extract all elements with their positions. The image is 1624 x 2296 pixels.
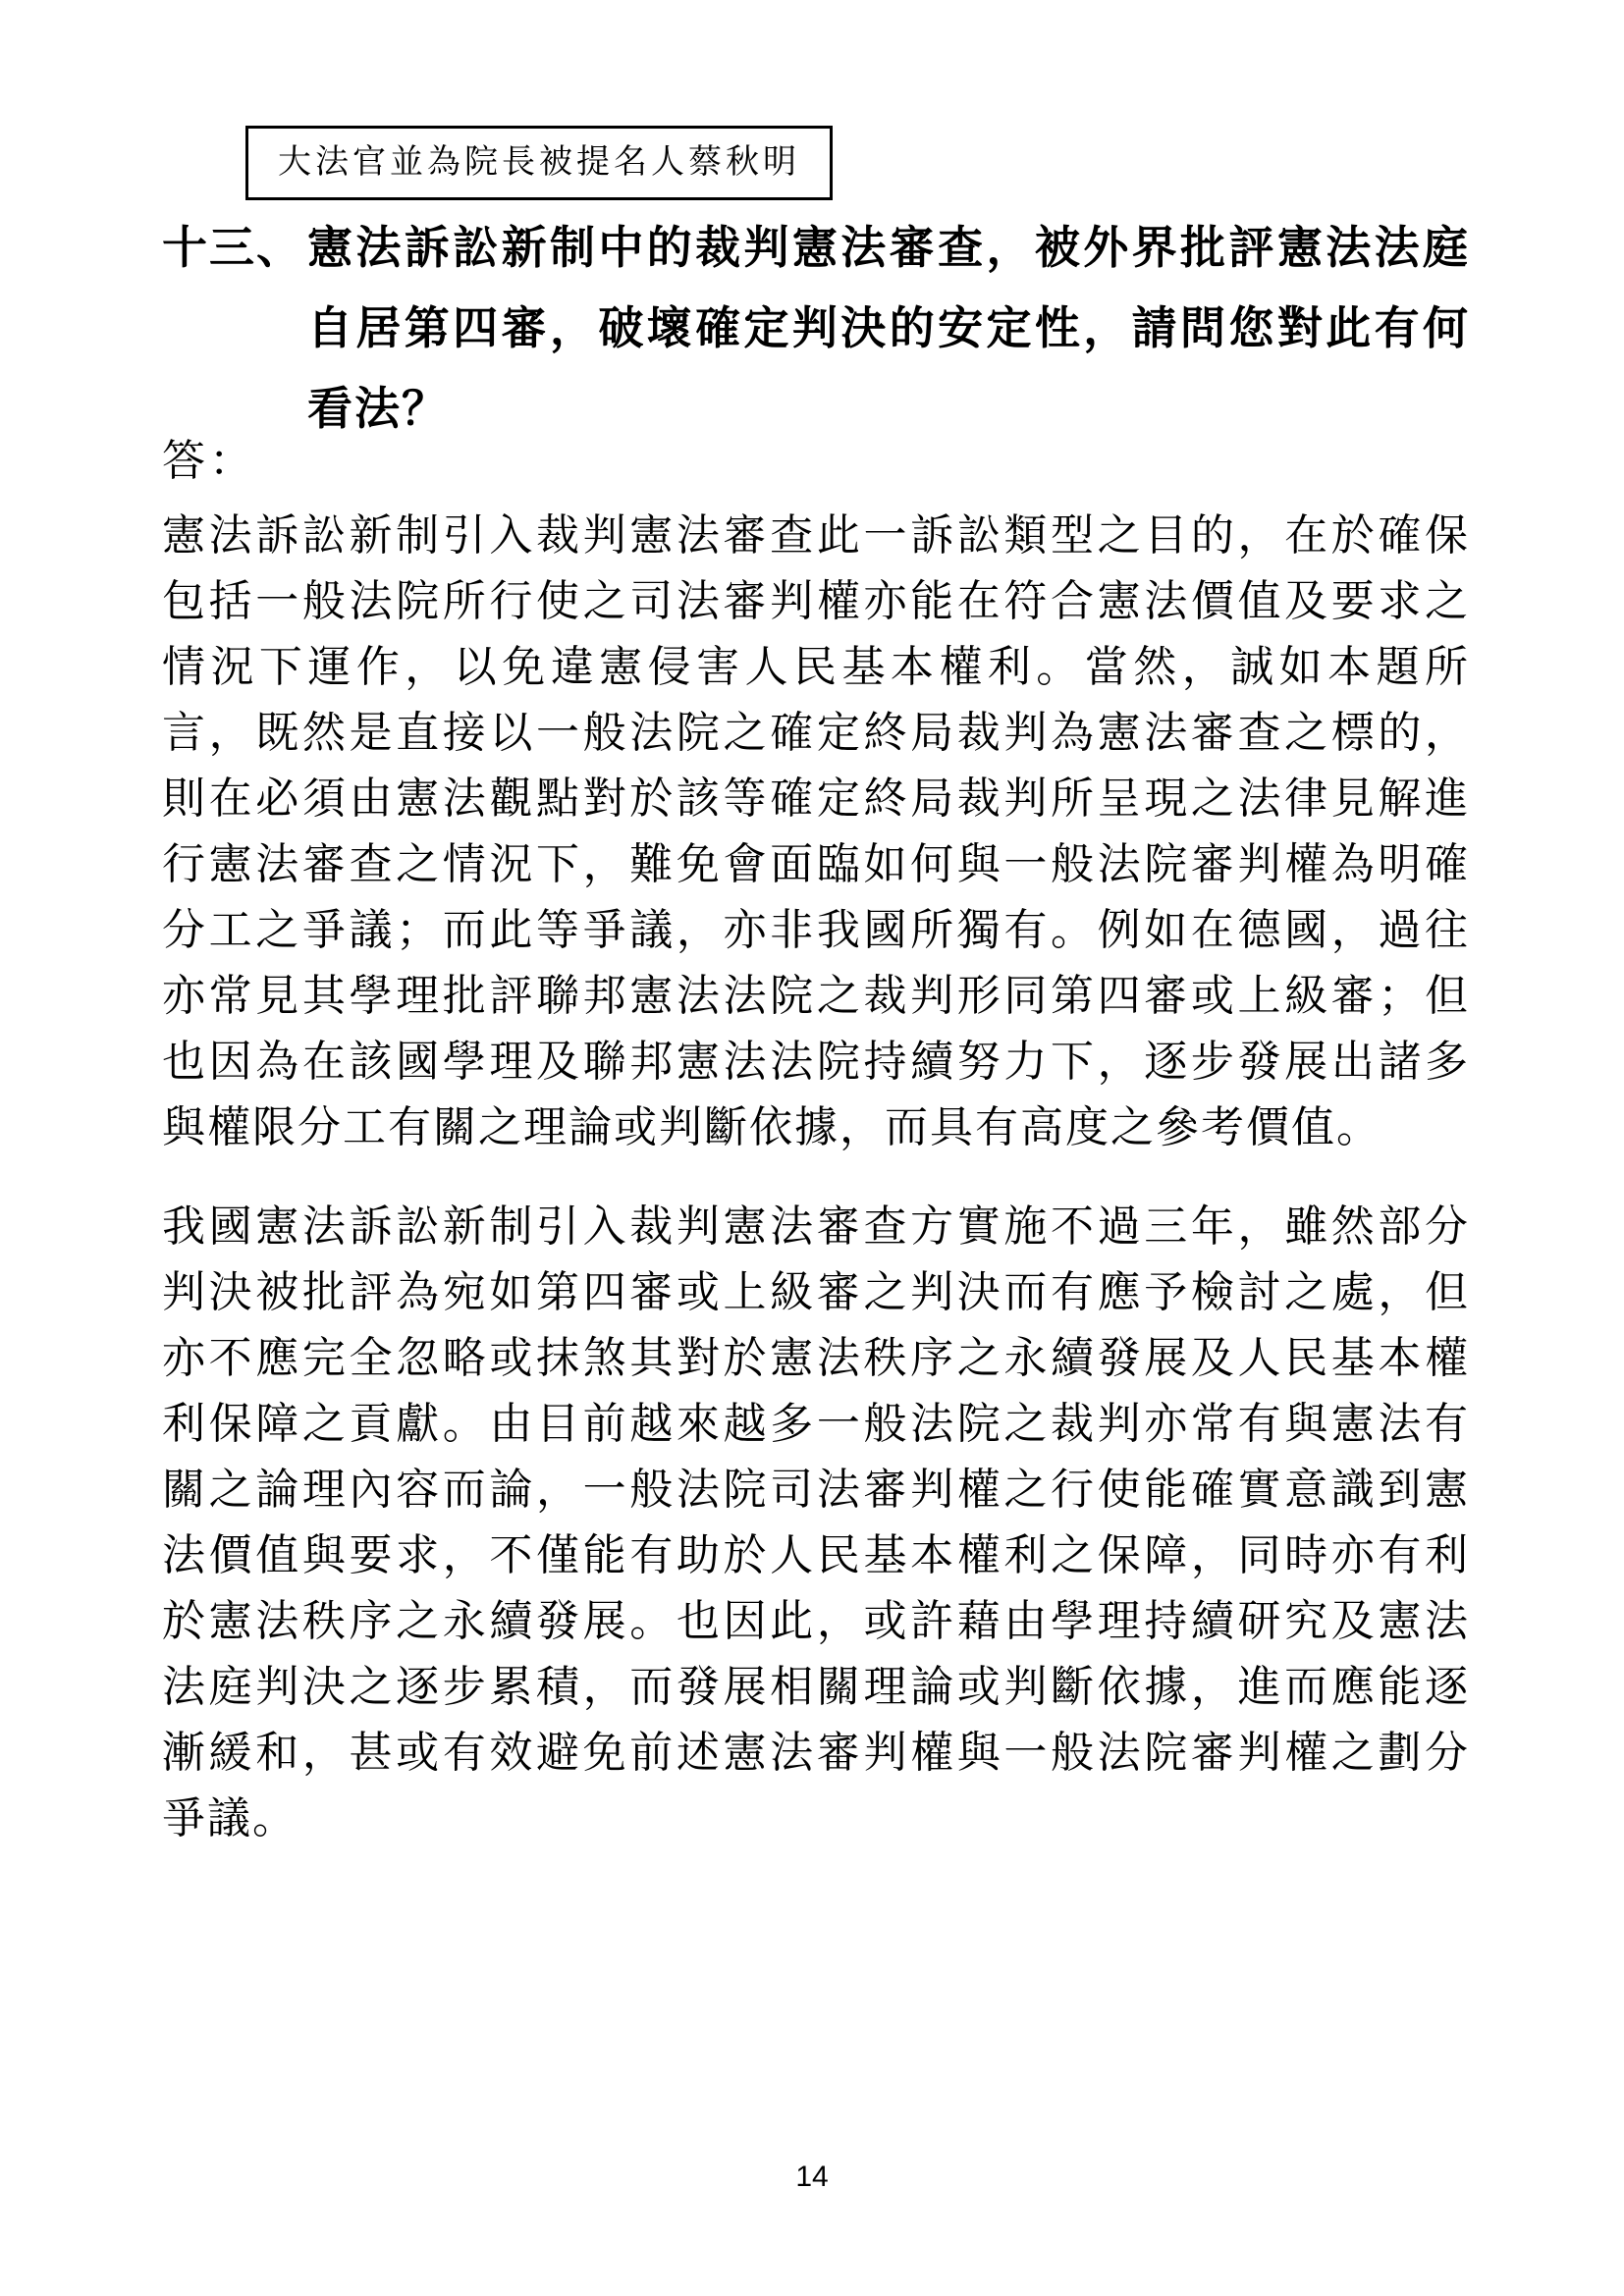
page-number: 14 [795, 2161, 829, 2193]
question-heading [162, 208, 1470, 450]
nominee-header-text: 大法官並為院長被提名人蔡秋明 [278, 144, 800, 181]
answer-body [162, 503, 1470, 1885]
nominee-header-box [245, 126, 833, 200]
answer-label: 答： [162, 437, 256, 485]
question-text: 憲法訴訟新制中的裁判憲法審查，被外界批評憲法法庭自居第四審，破壞確定判決的安定性，請問您對此有何看法？ [307, 223, 1470, 434]
answer-paragraph-1: 憲法訴訟新制引入裁判憲法審查此一訴訟類型之目的，在於確保包括一般法院所行使之司法審判權亦能在符合憲法價值及要求之情況下運作，以免違憲侵害人民基本權利。當然，誠如本題所言，既然是直接以一般法院之確定終局裁判為憲法審查之標的，則在必須由憲法觀點對於該等確定終局裁判所呈現之法律見解進行憲法審查之情況下，難免會面臨如何與一般法院審判權為明確分工之爭議；而此等爭議，亦非我國所獨有。例如在德國，過往亦常見其學理批評聯邦憲法法院之裁判形同第四審或上級審；但也因為在該國學理及聯邦憲法法院持續努力下，逐步發展出諸多與權限分工有關之理論或判斷依據，而具有高度之參考價值。 [162, 511, 1470, 1151]
question-number: 十三、 [162, 223, 303, 273]
answer-paragraph-2: 我國憲法訴訟新制引入裁判憲法審查方實施不過三年，雖然部分判決被批評為宛如第四審或上級審之判決而有應予檢討之處，但亦不應完全忽略或抹煞其對於憲法秩序之永續發展及人民基本權利保障之貢獻。由目前越來越多一般法院之裁判亦常有與憲法有關之論理內容而論，一般法院司法審判權之行使能確實意識到憲法價值與要求，不僅能有助於人民基本權利之保障，同時亦有利於憲法秩序之永續發展。也因此，或許藉由學理持續研究及憲法法庭判決之逐步累積，而發展相關理論或判斷依據，進而應能逐漸緩和，甚或有效避免前述憲法審判權與一般法院審判權之劃分爭議。 [162, 1202, 1470, 1842]
